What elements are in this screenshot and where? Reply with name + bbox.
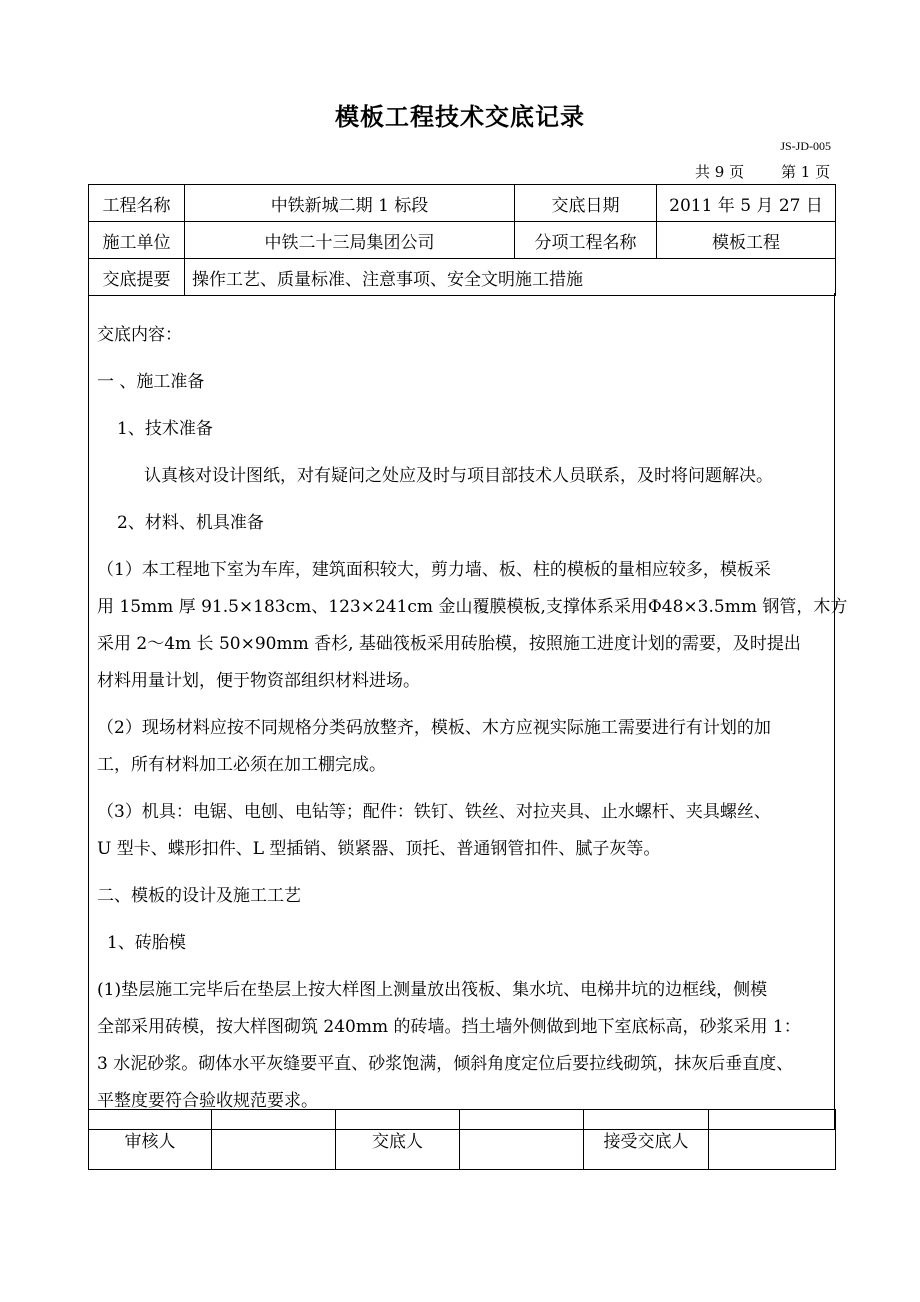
content-line: （3）机具：电锯、电刨、电钻等；配件：铁钉、铁丝、对拉夹具、止水螺杆、夹具螺丝、: [97, 802, 771, 822]
subitem-value: 模板工程: [657, 222, 836, 259]
content-line: 3 水泥砂浆。砌体水平灰缝要平直、砂浆饱满，倾斜角度定位后要拉线砌筑，抹灰后垂直度、: [97, 1054, 794, 1074]
content-line: 2、材料、机具准备: [117, 513, 264, 533]
content-line: （1）本工程地下室为车库，建筑面积较大，剪力墙、板、柱的模板的量相应较多，模板采: [97, 560, 771, 580]
content-line: 交底内容：: [97, 325, 182, 345]
subitem-label: 分项工程名称: [515, 222, 657, 259]
content-line: 用 15mm 厚 91.5×183cm、123×241cm 金山覆膜模板,支撑体系采用Φ48×3.5mm 钢管，木方: [97, 597, 848, 617]
project-name-label: 工程名称: [89, 185, 185, 222]
content-line: 1、技术准备: [117, 419, 213, 439]
content-line: 材料用量计划，便于物资部组织材料进场。: [97, 671, 420, 691]
discloser-value: [460, 1110, 584, 1170]
page-total: 共 9 页: [695, 163, 745, 181]
content-line: 一 、施工准备: [97, 372, 205, 392]
content-line: 认真核对设计图纸，对有疑问之处应及时与项目部技术人员联系，及时将问题解决。: [144, 466, 773, 486]
content-line: 全部采用砖模，按大样图砌筑 240mm 的砖墙。挡土墙外侧做到地下室底标高，砂浆采用 1：: [97, 1017, 801, 1037]
header-row-summary: [89, 259, 836, 296]
page-title: 模板工程技术交底记录: [335, 102, 585, 131]
summary-value: 操作工艺、质量标准、注意事项、安全文明施工措施: [185, 259, 836, 296]
header-row-unit: [89, 222, 836, 259]
disclosure-content: [88, 293, 848, 1130]
page-current: 第 1 页: [781, 163, 831, 181]
unit-value: 中铁二十三局集团公司: [185, 222, 515, 259]
receiver-label: 接受交底人: [584, 1110, 709, 1170]
reviewer-label: 审核人: [89, 1110, 212, 1170]
date-value: 2011 年 5 月 27 日: [657, 185, 836, 222]
header-row-project: [89, 185, 836, 222]
content-line: 平整度要符合验收规范要求。: [97, 1091, 318, 1111]
content-line: (1)垫层施工完毕后在垫层上按大样图上测量放出筏板、集水坑、电梯井坑的边框线，侧模: [97, 980, 768, 1000]
content-line: 二、模板的设计及施工工艺: [97, 886, 301, 906]
receiver-value: [709, 1110, 836, 1170]
project-name-value: 中铁新城二期 1 标段: [185, 185, 515, 222]
reviewer-value: [212, 1110, 336, 1170]
content-line: 采用 2～4m 长 50×90mm 香杉, 基础筏板采用砖胎模，按照施工进度计划的需要，及时提出: [97, 634, 801, 654]
discloser-label: 交底人: [336, 1110, 460, 1170]
signature-row: [89, 1110, 836, 1170]
document-code: JS-JD-005: [780, 139, 831, 153]
content-line: 1、砖胎模: [107, 933, 186, 953]
unit-label: 施工单位: [89, 222, 185, 259]
content-line: （2）现场材料应按不同规格分类码放整齐，模板、木方应视实际施工需要进行有计划的加: [97, 718, 771, 738]
summary-label: 交底提要: [89, 259, 185, 296]
content-line: 工，所有材料加工必须在加工棚完成。: [97, 755, 386, 775]
content-line: U 型卡、蝶形扣件、L 型插销、锁紧器、顶托、普通钢管扣件、腻子灰等。: [97, 839, 661, 859]
signature-table: [88, 1109, 836, 1170]
header-table: [88, 184, 836, 296]
date-label: 交底日期: [515, 185, 657, 222]
